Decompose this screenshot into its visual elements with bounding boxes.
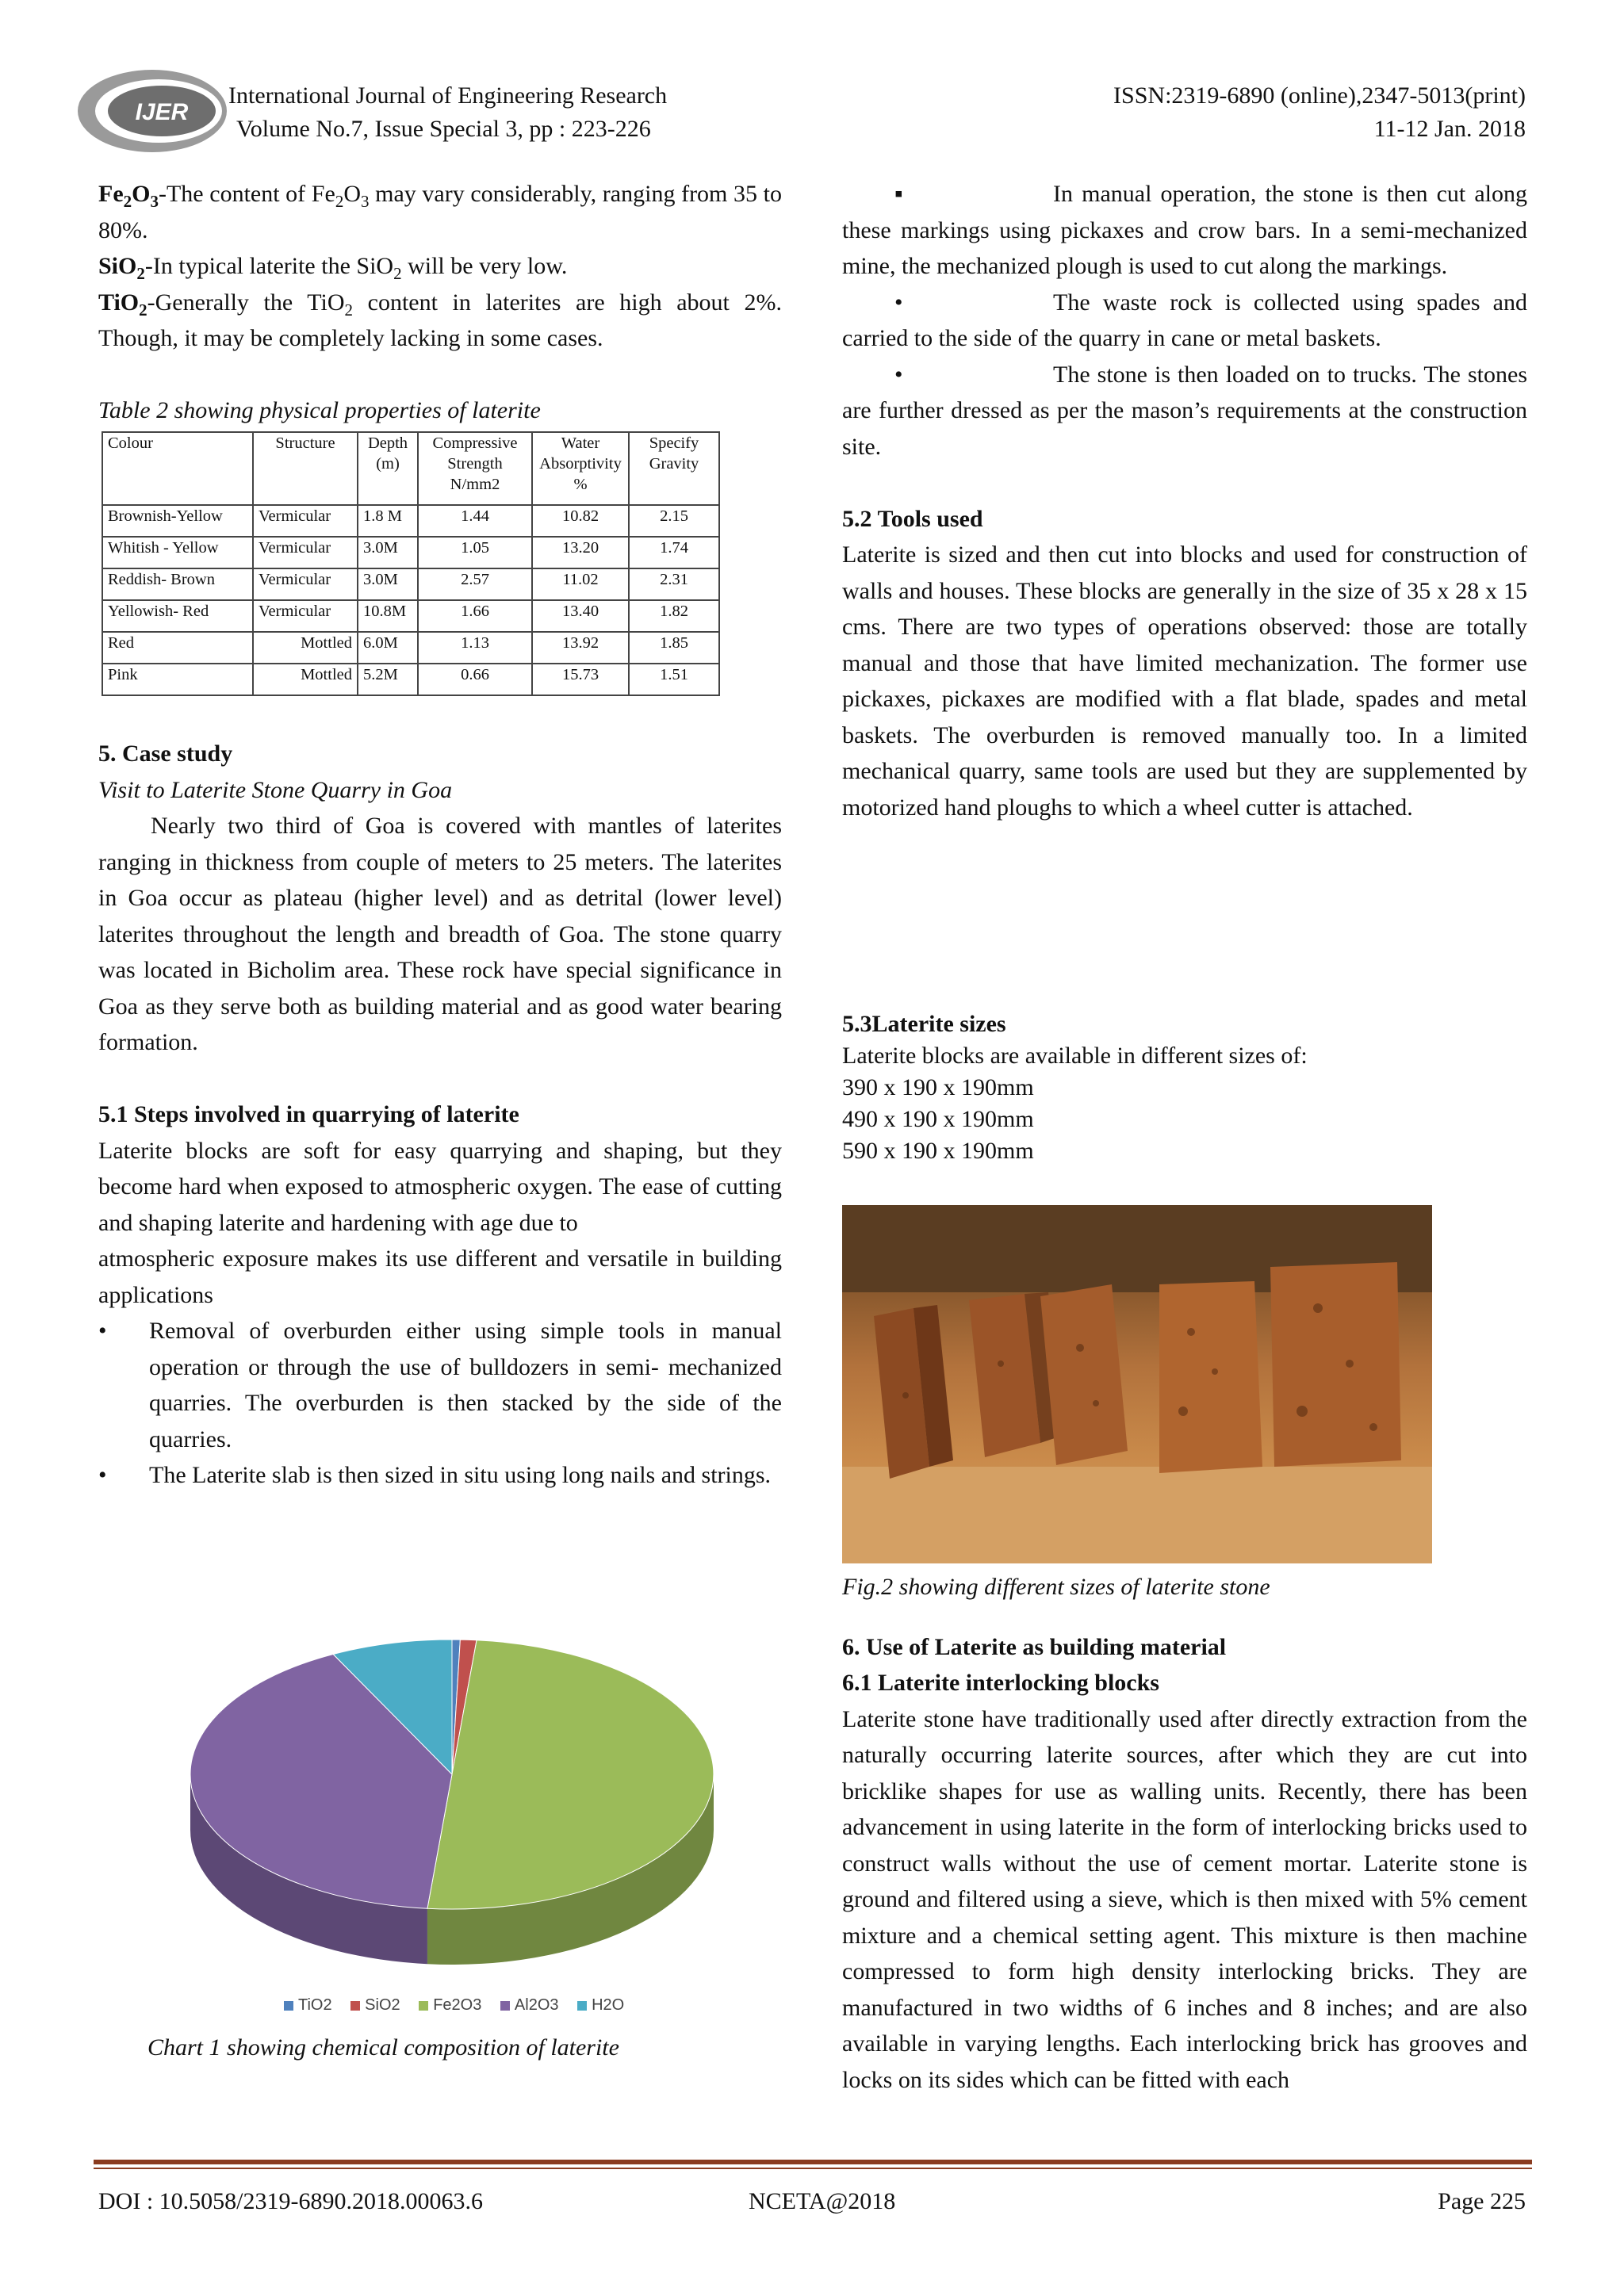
pie-chart xyxy=(159,1624,769,1996)
left-column xyxy=(98,176,782,429)
legend-label: Fe2O3 xyxy=(433,1996,482,2014)
table-row: Whitish - Yellow Vermicular 3.0M 1.05 13.20 1.74 xyxy=(102,537,719,568)
interlocking-heading: 6.1 Laterite interlocking blocks xyxy=(842,1670,1159,1696)
table-caption: Table 2 showing physical properties of laterite xyxy=(98,397,541,423)
steps-paragraph-2: atmospheric exposure makes its use different and versatile in building applications xyxy=(98,1246,782,1308)
list-item: • Removal of overburden either using simple tools in manual operation or through the use of bulldozers in semi- mechanized quarries. The overburden is then stacked by the side of the quarries. xyxy=(98,1318,782,1452)
laterite-blocks-illustration xyxy=(842,1205,1432,1563)
table-header-cell: Water Absorptivity % xyxy=(532,432,629,505)
table-header-cell: Colour xyxy=(102,432,253,505)
journal-logo xyxy=(73,62,232,160)
size-item: 490 x 190 x 190mm xyxy=(842,1106,1034,1132)
table-header-cell: Compressive Strength N/mm2 xyxy=(418,432,532,505)
table-header-row xyxy=(102,432,719,505)
list-item: • The Laterite slab is then sized in situ using long nails and strings. xyxy=(98,1462,772,1488)
legend-swatch xyxy=(350,2001,360,2011)
case-study-subheading: Visit to Laterite Stone Quarry in Goa xyxy=(98,776,453,803)
use-heading: 6. Use of Laterite as building material xyxy=(842,1633,1227,1660)
size-item: 390 x 190 x 190mm xyxy=(842,1074,1034,1100)
interlocking-paragraph: Laterite stone have traditionally used after directly extraction from the naturally occurring laterite sources, after which they are cut into bricklike shapes for use as walling units. Recently, there has been advancement in using laterite in the form of interlocking bricks used to construct walls without the use of cement mortar. Laterite stone is ground and filtered using a sieve, which is then mixed with 5% cement mixture and a chemical setting agent. This mixture is then machine compressed to form high density interlocking bricks. They are manufactured in two widths of 6 inches and 8 inches; and are also available in varying lengths. Each interlocking brick has grooves and locks on its sides which can be fitted with each xyxy=(842,1705,1527,2093)
legend-label: Al2O3 xyxy=(514,1996,559,2014)
physical-properties-table xyxy=(102,431,720,696)
chart-caption: Chart 1 showing chemical composition of laterite xyxy=(147,2034,619,2061)
footer-rule xyxy=(94,2160,1532,2164)
journal-date: 11-12 Jan. 2018 xyxy=(1373,116,1526,142)
table-row: Pink Mottled 5.2M 0.66 15.73 1.51 xyxy=(102,664,719,695)
logo-swoosh-icon xyxy=(73,62,232,160)
case-study-heading: 5. Case study xyxy=(98,740,233,767)
table-row: Red Mottled 6.0M 1.13 13.92 1.85 xyxy=(102,632,719,664)
figure-caption: Fig.2 showing different sizes of laterite stone xyxy=(842,1574,1270,1600)
table-header-cell: Depth (m) xyxy=(358,432,418,505)
journal-issn: ISSN:2319-6890 (online),2347-5013(print) xyxy=(1113,82,1526,109)
legend-label: SiO2 xyxy=(365,1996,400,2014)
right-column-lower xyxy=(842,1569,1527,2098)
legend-label: H2O xyxy=(592,1996,625,2014)
list-item: • The stone is then loaded on to trucks. The stones are further dressed as per the mason’s requirements at the construction site. xyxy=(842,361,1527,460)
fe2o3-paragraph: $Fe_2O_3$-The content of $Fe_2O_3$ may vary considerably, ranging from 35 to 80%. xyxy=(98,181,782,243)
size-item: 590 x 190 x 190mm xyxy=(842,1138,1034,1164)
steps-paragraph: Laterite blocks are soft for easy quarrying and shaping, but they become hard when exposed to atmospheric oxygen. The ease of cutting and shaping laterite and hardening with age due to xyxy=(98,1137,782,1236)
case-study-paragraph: Nearly two third of Goa is covered with mantles of laterites ranging in thickness from couple of meters to 25 meters. The laterites in Goa occur as plateau (higher level) and as detrital (lower level) laterites throughout the length and breadth of Goa. The stone quarry was located in Bicholim area. These rock have special significance in Goa as they serve both as building material and as good water bearing formation. xyxy=(98,813,782,1055)
sizes-heading: 5.3Laterite sizes xyxy=(842,1011,1006,1037)
footer-doi: DOI : 10.5058/2319-6890.2018.00063.6 xyxy=(98,2188,483,2214)
legend-swatch xyxy=(419,2001,428,2011)
legend-swatch xyxy=(577,2001,587,2011)
chart-legend xyxy=(270,1996,745,2015)
left-column-lower xyxy=(98,736,782,1494)
table-header-cell: Structure xyxy=(253,432,358,505)
table-row: Brownish-Yellow Vermicular 1.8 M 1.44 10.82 2.15 xyxy=(102,505,719,537)
tio2-paragraph: TiO$_2$-Generally the TiO$_2$ content in laterites are high about 2%. Though, it may be completely lacking in some cases. xyxy=(98,289,783,351)
tools-heading: 5.2 Tools used xyxy=(842,505,983,532)
legend-swatch xyxy=(500,2001,510,2011)
footer-page-number: Page 225 xyxy=(1438,2188,1526,2214)
list-item: ▪ In manual operation, the stone is then cut along these markings using pickaxes and crow bars. In a semi-mechanized mine, the mechanized plough is used to cut along the markings. xyxy=(842,181,1527,279)
journal-name: International Journal of Engineering Research xyxy=(228,82,668,109)
table-row: Yellowish- Red Vermicular 10.8M 1.66 13.40 1.82 xyxy=(102,600,719,632)
right-column xyxy=(842,176,1527,825)
legend-swatch xyxy=(284,2001,293,2011)
list-item: • The waste rock is collected using spades and carried to the side of the quarry in cane or metal baskets. xyxy=(842,289,1527,351)
table-header-cell: Specify Gravity xyxy=(629,432,719,505)
journal-volume: Volume No.7, Issue Special 3, pp : 223-226 xyxy=(236,116,651,142)
footer-rule-thin xyxy=(94,2168,1532,2169)
sizes-section xyxy=(842,1008,1527,1167)
table-row: Reddish- Brown Vermicular 3.0M 2.57 11.02 2.31 xyxy=(102,568,719,600)
chemical-composition-chart xyxy=(159,1624,769,2036)
sizes-intro: Laterite blocks are available in different sizes of: xyxy=(842,1043,1308,1069)
tools-paragraph: Laterite is sized and then cut into blocks and used for construction of walls and houses. These blocks are generally in the size of 35 x 28 x 15 cms. There are two types of operations observed: those are totally manual and those that have limited mechanization. The former use pickaxes, pickaxes are modified with a flat blade, spades and metal baskets. The overburden is removed manually too. In a limited mechanical quarry, same tools are used but they are supplemented by motorized hand ploughs to which a wheel cutter is attached. xyxy=(842,541,1527,821)
sio2-paragraph: SiO$_2$-In typical laterite the SiO$_2$ will be very low. xyxy=(98,253,568,283)
logo-text: IJER xyxy=(135,99,189,125)
footer-conference: NCETA@2018 xyxy=(749,2188,896,2214)
laterite-blocks-photo xyxy=(842,1205,1432,1563)
legend-label: TiO2 xyxy=(298,1996,332,2014)
steps-heading: 5.1 Steps involved in quarrying of laterite xyxy=(98,1101,519,1127)
